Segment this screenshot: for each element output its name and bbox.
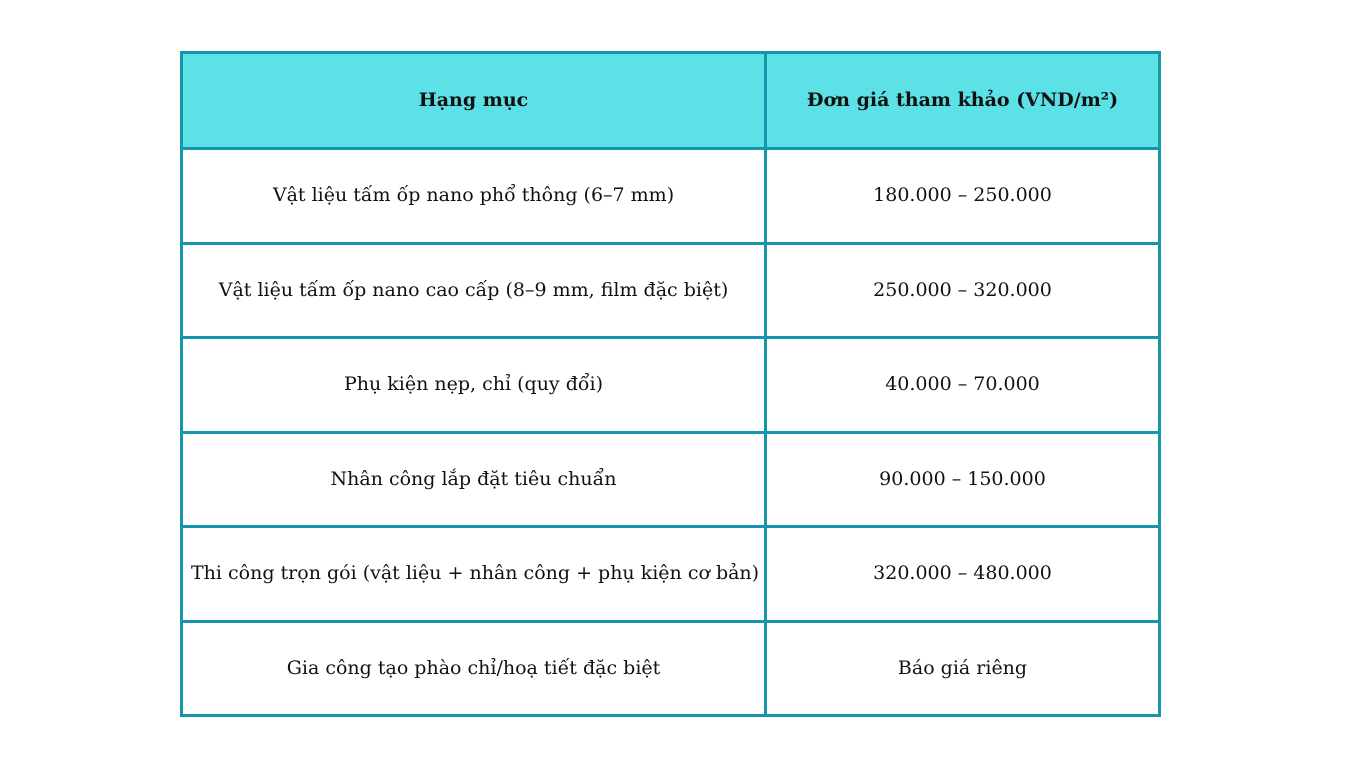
row-item: Gia công tạo phào chỉ/hoạ tiết đặc biệt	[182, 621, 766, 716]
row-price: 250.000 – 320.000	[766, 243, 1160, 338]
table-row	[182, 149, 1160, 244]
table-row	[182, 527, 1160, 622]
row-item: Vật liệu tấm ốp nano phổ thông (6–7 mm)	[182, 149, 766, 244]
table-row	[182, 621, 1160, 716]
table-header-row	[182, 53, 1160, 149]
row-price: 90.000 – 150.000	[766, 432, 1160, 527]
table-row	[182, 338, 1160, 433]
header-item: Hạng mục	[182, 53, 766, 149]
table-row	[182, 432, 1160, 527]
row-item: Phụ kiện nẹp, chỉ (quy đổi)	[182, 338, 766, 433]
row-price: 40.000 – 70.000	[766, 338, 1160, 433]
row-price: 320.000 – 480.000	[766, 527, 1160, 622]
row-item: Vật liệu tấm ốp nano cao cấp (8–9 mm, film đặc biệt)	[182, 243, 766, 338]
row-item: Nhân công lắp đặt tiêu chuẩn	[182, 432, 766, 527]
header-price: Đơn giá tham khảo (VND/m²)	[766, 53, 1160, 149]
table-row	[182, 243, 1160, 338]
price-table	[180, 51, 1161, 717]
row-price: Báo giá riêng	[766, 621, 1160, 716]
row-item: Thi công trọn gói (vật liệu + nhân công + phụ kiện cơ bản)	[182, 527, 766, 622]
row-price: 180.000 – 250.000	[766, 149, 1160, 244]
